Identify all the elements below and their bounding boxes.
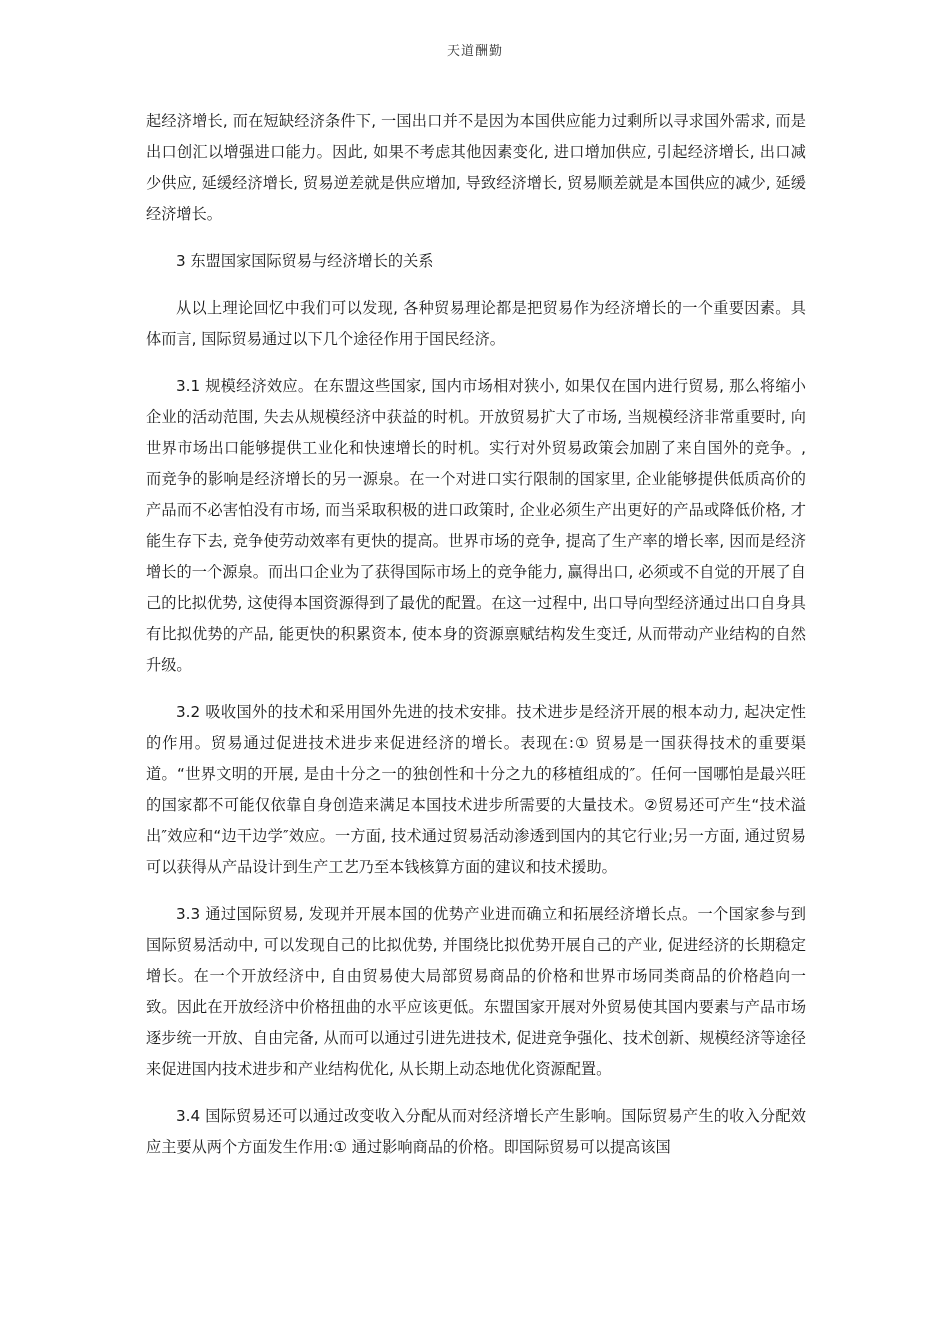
paragraph-3-2: 3.2 吸收国外的技术和采用国外先进的技术安排。技术进步是经济开展的根本动力, 起决定性的作用。贸易通过促进技术进步来促进经济的增长。表现在:① 贸易是一国获得技术的重要渠道。“世界文明的开展, 是由十分之一的独创性和十分之九的移植组成的″。任何一国哪怕是最兴旺的国家都不可能仅依靠自身创造来满足本国技术进步所需要的大量技术。②贸易还可产生“技术溢出″效应和“边干边学″效应。一方面, 技术通过贸易活动渗透到国内的其它行业;另一方面, 通过贸易可以获得从产品设计到生产工艺乃至本钱核算方面的建议和技术援助。 — [146, 703, 806, 876]
section-heading: 3 东盟国家国际贸易与经济增长的关系 — [176, 252, 434, 270]
page-header: 天道酬勤 — [446, 44, 503, 59]
paragraph-3-3: 3.3 通过国际贸易, 发现并开展本国的优势产业进而确立和拓展经济增长点。一个国家参与到国际贸易活动中, 可以发现自己的比拟优势, 并围绕比拟优势开展自己的产业, 促进经济的长期稳定增长。在一个开放经济中, 自由贸易使大局部贸易商品的价格和世界市场同类商品的价格趋向一致。因此在开放经济中价格扭曲的水平应该更低。东盟国家开展对外贸易使其国内要素与产品市场逐步统一开放、自由完备, 从而可以通过引进先进技术, 促进竞争强化、技术创新、规模经济等途径来促进国内技术进步和产业结构优化, 从长期上动态地优化资源配置。 — [146, 905, 806, 1078]
paragraph-3-4: 3.4 国际贸易还可以通过改变收入分配从而对经济增长产生影响。国际贸易产生的收入分配效应主要从两个方面发生作用:① 通过影响商品的价格。即国际贸易可以提高该国 — [146, 1107, 806, 1156]
paragraph-3-1: 3.1 规模经济效应。在东盟这些国家, 国内市场相对狭小, 如果仅在国内进行贸易, 那么将缩小企业的活动范围, 失去从规模经济中获益的时机。开放贸易扩大了市场, 当规模经济非常重要时, 向世界市场出口能够提供工业化和快速增长的时机。实行对外贸易政策会加剧了来自国外的竞争。, 而竞争的影响是经济增长的另一源泉。在一个对进口实行限制的国家里, 企业能够提供低质高价的产品而不必害怕没有市场, 而当采取积极的进口政策时, 企业必须生产出更好的产品或降低价格, 才能生存下去, 竞争使劳动效率有更快的提高。世界市场的竞争, 提高了生产率的增长率, 因而是经济增长的一个源泉。而出口企业为了获得国际市场上的竞争能力, 赢得出口, 必须或不自觉的开展了自己的比拟优势, 这使得本国资源得到了最优的配置。在这一过程中, 出口导向型经济通过出口自身具有比拟优势的产品, 能更快的积累资本, 使本身的资源禀赋结构发生变迁, 从而带动产业结构的自然升级。 — [146, 377, 806, 674]
paragraph-continuation: 起经济增长, 而在短缺经济条件下, 一国出口并不是因为本国供应能力过剩所以寻求国外需求, 而是出口创汇以增强进口能力。因此, 如果不考虑其他因素变化, 进口增加供应, 引起经济增长, 出口减少供应, 延缓经济增长, 贸易逆差就是供应增加, 导致经济增长, 贸易顺差就是本国供应的减少, 延缓经济增长。 — [146, 112, 806, 223]
paragraph-intro: 从以上理论回忆中我们可以发现, 各种贸易理论都是把贸易作为经济增长的一个重要因素。具体而言, 国际贸易通过以下几个途径作用于国民经济。 — [146, 299, 806, 348]
document-body — [146, 106, 806, 1179]
